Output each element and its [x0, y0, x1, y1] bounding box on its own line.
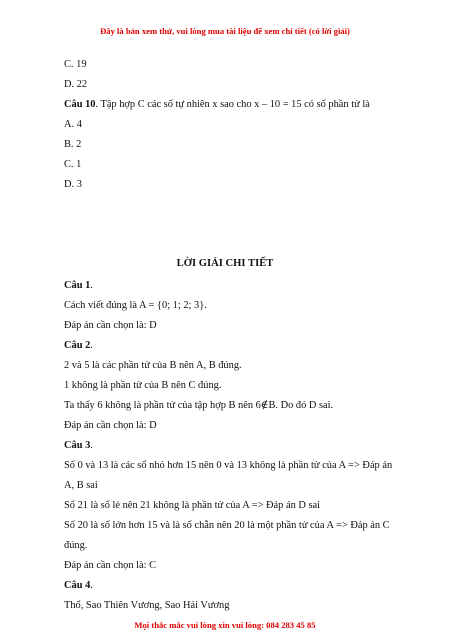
q10-option-c: C. 1 [64, 159, 82, 170]
solution-2-dot: . [90, 340, 93, 351]
solution-2-heading [64, 339, 400, 352]
solution-1-line-2: Đáp án cần chọn là: D [64, 320, 157, 331]
solution-1-label: Câu 1 [64, 280, 91, 291]
solution-3-dot: . [90, 440, 93, 451]
solution-3-heading [64, 439, 400, 452]
solution-3-line-2: Số 21 là số lẻ nên 21 không là phần tử của A => Đáp án D sai [64, 500, 321, 511]
q10-option-d: D. 3 [64, 179, 82, 190]
solution-4-dot: . [90, 580, 93, 591]
preview-notice-banner: Đây là bản xem thử, vui lòng mua tài liệu để xem chi tiết (có lời giải) [100, 26, 350, 36]
solution-3-line-1a: Số 0 và 13 là các số nhỏ hơn 15 nên 0 và 13 không là phần tử của A => Đáp án [64, 460, 393, 471]
solution-3-line-4: Đáp án cần chọn là: C [64, 560, 157, 571]
q10-option-a: A. 4 [64, 119, 82, 130]
prev-option-c: C. 19 [64, 59, 87, 70]
solution-1-line-1: Cách viết đúng là A = {0; 1; 2; 3}. [64, 300, 207, 311]
solution-4-heading [64, 579, 400, 592]
question-10 [64, 98, 400, 111]
solution-2-line-3: Ta thấy 6 không là phần tử của tập hợp B nên 6∉B. Do đó D sai. [64, 400, 334, 411]
solution-3-label: Câu 3 [64, 440, 91, 451]
solution-2-line-1: 2 và 5 là các phần tử của B nên A, B đúng. [64, 360, 242, 371]
solutions-title: LỜI GIẢI CHI TIẾT [176, 258, 274, 269]
solution-3-line-1b: A, B sai [64, 480, 98, 491]
q10-option-b: B. 2 [64, 139, 82, 150]
solution-4-line-1: Thổ, Sao Thiên Vương, Sao Hải Vương [64, 600, 230, 611]
question-10-label: Câu 10 [64, 99, 96, 110]
solution-2-label: Câu 2 [64, 340, 91, 351]
question-10-text: . Tập hợp C các số tự nhiên x sao cho x – 10 = 15 có số phần tử là [95, 99, 370, 110]
solution-2-line-2: 1 không là phần tử của B nên C đúng. [64, 380, 222, 391]
solution-3-line-3b: đúng. [64, 540, 88, 551]
solution-1-heading [64, 279, 400, 292]
solution-4-label: Câu 4 [64, 580, 91, 591]
solution-1-dot: . [90, 280, 93, 291]
solution-3-line-3a: Số 20 là số lớn hơn 15 và là số chẵn nên 20 là một phần tử của A => Đáp án C [64, 520, 390, 531]
solution-2-line-4: Đáp án cần chọn là: D [64, 420, 157, 431]
prev-option-d: D. 22 [64, 79, 88, 90]
contact-notice-banner: Mọi thắc mắc vui lòng xin vui lòng: 084 283 45 85 [134, 620, 316, 630]
